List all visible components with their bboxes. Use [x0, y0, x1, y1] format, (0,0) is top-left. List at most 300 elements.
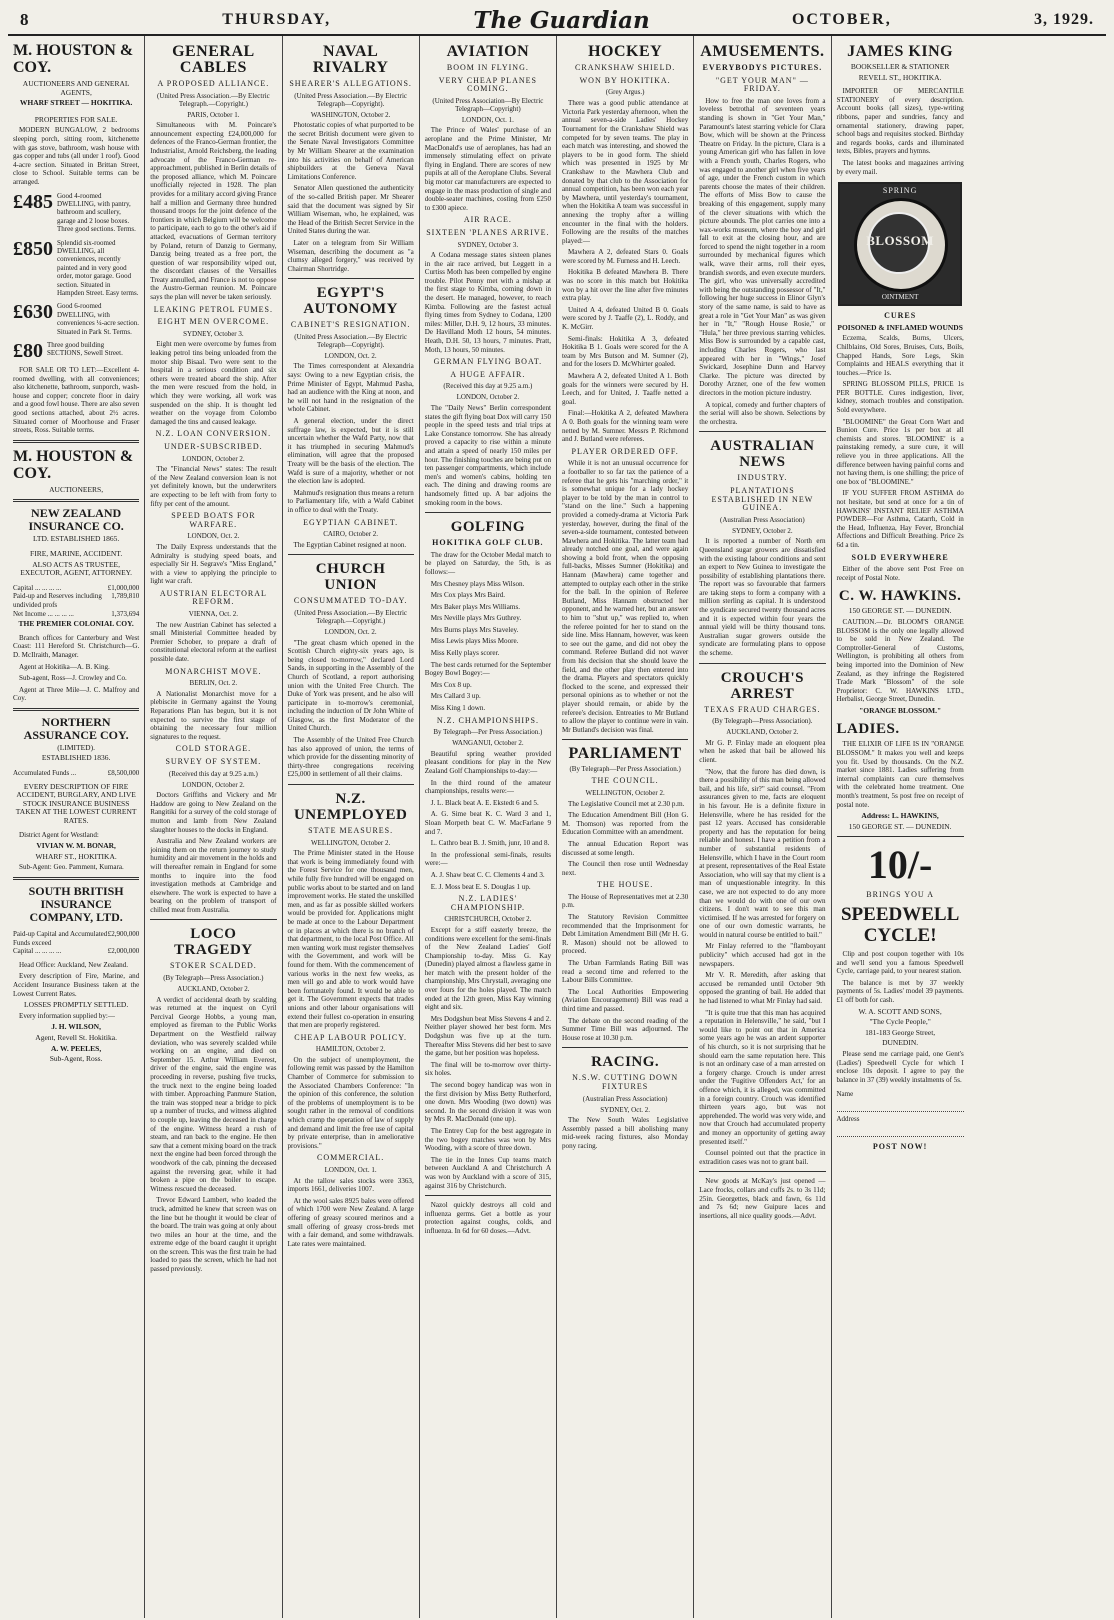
- spring-blossom-seal-icon: [838, 182, 962, 306]
- speed-boats-subhead: SPEED BOATS FOR WARFARE.: [171, 511, 256, 529]
- ladies-champ-subhead: N.Z. LADIES' CHAMPIONSHIP.: [450, 894, 525, 912]
- hockey-text-2: Mawhera A 2, defeated Stars 0. Goals were scored by M. Furness and H. Leech.: [562, 248, 689, 265]
- german-boat-subhead: GERMAN FLYING BOAT.: [433, 357, 543, 367]
- upa-credit-3: (United Press Association.—By Electric Telegraph.—Copyright.): [294, 608, 407, 625]
- wilson-name: J. H. WILSON,: [51, 1022, 101, 1032]
- divider: [13, 499, 139, 502]
- nz-insurance-title: NEW ZEALAND INSURANCE CO.: [28, 506, 124, 534]
- egypt-text-2: A general election, under the direct suffrage law, is expected, but it is still uncertain whether the Wafd Party, now that it has triumphed in securing Mahmud's elimination, will agree that the proposed Treaty will be the basis of the election. The Wafd is sure of a majority, whether or not the election law is adopted.: [287, 417, 414, 486]
- sb-paid-value: £2,900,000: [107, 930, 140, 938]
- council-text-2: The Education Amendment Bill (Hon G. M. Thomson) was reported from the Education Committee with an amendment.: [562, 811, 689, 837]
- ointment-text: Eczema, Scalds, Burns, Ulcers, Chilblains, Old Sores, Bruises, Cuts, Boils, Chapped Hands, Sore Legs, Skin Complaints and HEALS everything that it touches.—Price 1s.: [836, 334, 964, 377]
- naval-rivalry-heading: NAVAL RIVALRY: [312, 43, 389, 76]
- post-now: POST NOW!: [872, 1141, 928, 1151]
- hawkins-name: C. W. HAWKINS.: [838, 588, 962, 605]
- divider: [288, 278, 414, 279]
- cold-storage-subhead: COLD STORAGE.: [175, 744, 252, 754]
- mckay-ad: New goods at McKay's just opened — Lace frocks, collars and cuffs 2s. to 3s 11d; 25in. Georgettes, black and fawn, 6s 11d and 7s 6d; new Guipure laces and insertions, all nice quality goods.—Advt.: [699, 1177, 826, 1220]
- church-text-1: "The great chasm which opened in the Scottish Church eighty-six years ago, is being closed to-morrow," declared Lord Sands, in supporting in the Assembly of the Church of Scotland, a report authorising union with the United Free Church. The Duke of York was present, and he also will participate in to-morrow's ceremonial, including the induction of Dr John White of Glasgow, as the first Moderator of the United Church.: [287, 638, 414, 733]
- accumulated-value: £8,500,000: [107, 769, 140, 778]
- james-king-title: JAMES KING: [847, 43, 954, 60]
- texas-subhead: TEXAS FRAUD CHARGES.: [704, 704, 821, 714]
- page-number: 8: [20, 10, 29, 29]
- caution-text: CAUTION.—Dr. BLOOM'S ORANGE BLOSSOM is the only one legally allowed to be sold in New Zealand. The Comptroller-General of Customs, Wellington, is prohibiting all others from being imported into the Dominion of New Zealand, as they infringe the Registered Trade Mark "Blossom" of the sole Proprietor: C. W. HAWKINS LTD., Herbalist, George Street, Dunedin.: [836, 617, 964, 704]
- nz-insurance-ad: [13, 507, 139, 703]
- council-text-4: The Council then rose until Wednesday next.: [562, 860, 689, 877]
- golf-pair: Mrs Burns plays Mrs Staveley.: [430, 625, 519, 634]
- column-6: [694, 36, 831, 1618]
- nsw-subhead: N.S.W. CUTTING DOWN FIXTURES: [572, 1073, 679, 1091]
- sb-head-office: Head Office: Auckland, New Zealand.: [19, 960, 128, 969]
- amusements-heading: AMUSEMENTS.: [700, 43, 825, 60]
- crouch-text-2: "Now, that the furore has died down, is there a possibility of this man being allowed bail, and his life, sir?" said counsel. "From assurances given to me, facts are eloquent in his favour. He is a definite fixture in Helensville, where he has resided for the past 12 years. Accused has considerable property and has the reputation for being reliable and honest. I have a petition from a number of substantial residents of Helensville, which I have in the Court room at present, representatives of the Real Estate Association, who will say that my client is a man of unquestionable integrity. In this case, we are not expected to do any more than we would do with one of our own citizens. I don't want to see this man victimised. If he was arrested for forgery on one of our own domestic warrants, he would in natural course be entitled to bail.": [699, 767, 826, 939]
- column-5: [557, 36, 694, 1618]
- london-dateline-2: LONDON, Oct. 2.: [324, 627, 377, 636]
- speed-boats-text: The Daily Express understands that the Admiralty is studying speed boats, and especially Sir H. Segrave's "Miss England," with a view to applying the principle to light war craft.: [150, 542, 277, 586]
- telegraph-credit: (By Telegraph—Press Association.): [163, 974, 264, 983]
- golf-result: A. G. Sime beat K. C. Ward 3 and 1, Sloan Morpeth beat C. W. MacFarlane 9 and 7.: [424, 810, 551, 836]
- upa-credit: (United Press Association—By Electric Telegraph—Copyright): [432, 96, 544, 113]
- amusements-text-2: A topical, comedy and further chapters of the serial will also be shown. Selections by the orchestra.: [699, 400, 826, 426]
- scott-line-3: 181-183 George Street,: [865, 1027, 936, 1037]
- properties-heading: PROPERTIES FOR SALE.: [34, 114, 118, 124]
- masthead-day: THURSDAY,: [222, 11, 332, 28]
- telegraph-credit: (By Telegraph—Press Association).: [712, 717, 813, 726]
- cheap-planes-subhead: VERY CHEAP PLANES COMING.: [438, 75, 537, 94]
- divider: [699, 1171, 825, 1172]
- naval-text-3: Later on a telegram from Sir William Wiseman, describing the document as "a clumsy alleged forgery," was received by Chairman Shortridge.: [287, 238, 414, 273]
- elixir-text: THE ELIXIR OF LIFE IS IN "ORANGE BLOSSOM." It makes you well and keeps you fit. Used by thousands. On the N.Z. market since 1881. Ladies suffering from internal complaints can cure themselves with the celebrated home treatment. One month's treatment, 5s post free on receipt of postal note.: [836, 740, 964, 809]
- crouch-text-4: Mr V. R. Meredith, after asking that accused be remanded until October 9th opposed the granting of bail. He added that he had listened to what Mr Finlay had said.: [699, 971, 826, 1006]
- house-text-5: The debate on the second reading of the Summer Time Bill was adjourned. The House rose at 10.30 p.m.: [562, 1016, 689, 1042]
- amusements-text-1: How to free the man one loves from a loveless betrothal of seventeen years standing is shown in "Get Your Man," Paramount's latest starring vehicle for Clara Bow, which will be shown at the Princess Theatre on Friday. In the picture, Clara is a young American girl who has fallen in love with a French youth, Charles Rogers, who was engaged to another girl when five years of age, under the French custom in which parents choose the mates of their children. The efforts of Miss Bow to cause the breaking of this engagement, supply many of the clever situations with which the picture abounds. The plot carries one into a wax-works museum, where the boy and girl fall to exit at the closing hour, and are forced to spend the night together in a room surrounded by mechanical figures which walk, wave their arms, roll their eyes, brandish swords, and even execute murders. The girl, who was universally accredited with being the outstanding possessor of "It," following her huge success in Elinor Glyn's story of the same name, is said to have as great a role in "Get Your Man" as was given her in "It," "Rough House Rosie," or "Hula," her three previous starring vehicles. Miss Bow is surrounded by a capable cast, including Charles Rogers, who last appeared with her in "Wings," Josef Swickard, Josephine Dunn and Harvey Clarke. The picture was directed by Dorothy Arzner, one of the few women directors in the motion picture industry.: [699, 96, 826, 397]
- upa-credit: (United Press Association.—By Electric Telegraph.—Copyright.): [156, 91, 270, 108]
- address-field[interactable]: [837, 1127, 964, 1137]
- industry-subhead: INDUSTRY.: [737, 473, 788, 483]
- hawkins-address-2: 150 GEORGE ST. — DUNEDIN.: [848, 821, 952, 831]
- telegraph-credit: (By Telegraph—Per Press Association.): [569, 765, 681, 774]
- divider: [699, 431, 825, 432]
- northern-assurance-ad: [13, 716, 139, 872]
- nazol-ad: Nazol quickly destroys all cold and influenza germs. Get a bottle as your protection against coughs, colds, and influenza. In 6d for 60 doses.—Advt.: [424, 1201, 551, 1235]
- auckland-dateline: AUCKLAND, October 2.: [177, 985, 250, 994]
- loan-text: The "Financial News" states: The result of the New Zealand conversion loan is not yet definitely known, but the underwriters are expecting to be left with from forty to fifty per cent of the amount.: [150, 465, 277, 508]
- ladies-text-3: The final will be to-morrow over thirty-six holes.: [424, 1060, 551, 1078]
- wellington-dateline: WELLINGTON, October 2.: [585, 788, 665, 797]
- divider: [425, 1195, 551, 1196]
- golfing-heading: GOLFING: [450, 519, 526, 536]
- sydney-dateline: SYDNEY, October 3.: [183, 329, 244, 338]
- orange-blossom-heading: "ORANGE BLOSSOM.": [859, 705, 942, 715]
- sydney-dateline: SYDNEY, October 3.: [457, 240, 519, 249]
- boom-subhead: BOOM IN FLYING.: [446, 63, 529, 72]
- peeles-address: Sub-Agent, Ross.: [49, 1054, 103, 1064]
- ladies-text-1: Except for a stiff easterly breeze, the conditions were excellent for the semi-finals of the New Zealand Ladies' Golf Championship to-day. Miss G. Kay (Dunedin) played almost a flawless game in her match with the present holder of the championship, Mrs Chrystall, averaging one over fours for the holes played. The match ended at the 12th green, Miss Kay winning eight and six.: [424, 925, 552, 1012]
- branch-offices: Branch offices for Canterbury and West Coast: 111 Hereford St. Christchurch—G. D. McIlraith, Manager.: [13, 633, 140, 659]
- scott-name: W. A. SCOTT AND SONS,: [858, 1006, 942, 1016]
- houston2-title: M. HOUSTON & COY.: [13, 447, 134, 482]
- argus-credit: (Grey Argus.): [605, 88, 645, 97]
- egypt-heading: EGYPT'S AUTONOMY: [303, 285, 398, 318]
- address-label: Address: [836, 1114, 860, 1123]
- golf-score: Miss King 1 down.: [430, 704, 486, 713]
- columns: [8, 36, 1106, 1618]
- golf-pair: Mrs Cox plays Mrs Baird.: [430, 591, 506, 600]
- golf-club-subhead: HOKITIKA GOLF CLUB.: [432, 538, 544, 548]
- bungalow-ad: MODERN BUNGALOW, 2 bedrooms sleeping porch, sitting room, kitchenette with gas stove, bathroom, wash house with gas copper and tubs (all under 1 roof). Good 4-acre section. Situated in Brittan Street, close to School. Suitable terms can be arranged.: [13, 126, 140, 186]
- hockey-text-7: Final:—Hokitika A 2, defeated Mawhera A 0. Both goals for the winning team were netted by M. Sumner. Messrs P. Richmond and J. Butland were referees.: [562, 409, 689, 444]
- washington-dateline: WASHINGTON, October 2.: [310, 110, 391, 119]
- divider: [13, 440, 139, 443]
- accumulated-label: Accumulated Funds ...: [13, 769, 77, 778]
- newspaper-title: The Guardian: [473, 6, 650, 34]
- coupon-text: Please send me carriage paid, one Gent's (Ladies') Speedwell Cycle for which I enclose 10s deposit. I agree to pay the balance in 37 (39) weekly instalments of 5s.: [836, 1049, 964, 1084]
- ordered-off-text: While it is not an unusual occurrence for a footballer to so far tax the patience of a referee that he gets his "marching order," it is somewhat unique for a lady hockey player to be told by the man in control to "stand on the line." Such a happening provided a comedy-drama at Victoria Park yesterday, however, during the final of the seven-a-side tournament, contested between Mawhera and Hokitika. The latter team had already notched one goal, and were again showing a bold front, when the opposing full-backs, Misses Sumner (Hokitika) and Hannam (Mawhera) came together and attempted to outplay each other in the strike for the ball. In the opinion of Referee Butland, Miss Hannam obstructed her opponent, and he warned her, but an answer to him to "shut up," was replied to, when the referee pointed for her to stand on the side line. Miss Hannam, however, was keen to see out the game, and did not obey the command. Referee Butland did not waver from his decision that she should leave the field, and the other play then entered into the drama. Players and spectators quickly flocked to the scene, and expressed their personal opinions as to whether or not the player should remain, or abide by the referee's decision. Entreaties to Mr Butland to allow the player to continue were in vain. Mr Butland's decision was final.: [562, 459, 689, 734]
- sixteen-planes-subhead: SIXTEEN 'PLANES ARRIVE.: [426, 227, 550, 237]
- golf-cards-intro: The best cards returned for the September Bogey Bowl Bogey:—: [424, 660, 551, 678]
- hockey-text-1: There was a good public attendance at Victoria Park yesterday afternoon, when the annual seven-a-side Ladies' Hockey Tournament for the Crankshaw Shield was competed for by seven teams. The play in each match was interesting, and showed the players to be in good form. The shield which was presented in 1925 by Mr Crankshaw to the Mawhera Club and donated by that club to the Association for annual competition, has been won each year by Mawhera, until yesterday's tournament, when the Hokitika A team was successful in annexing the trophy after a willing encounter in the final with the holders. Following are the results of the matches played:—: [562, 99, 689, 245]
- james-king-sub: BOOKSELLER & STATIONER: [850, 62, 950, 71]
- houston-title: M. HOUSTON & COY.: [13, 42, 134, 76]
- sb-paid-label: Paid-up Capital and Accumulated Funds exceed: [13, 930, 108, 947]
- upa-credit: (United Press Association.—By Electric Telegraph—Copyright).: [294, 91, 407, 108]
- naval-text-1: Photostatic copies of what purported to be the secret British document were given to the Senate Naval Investigators Committee by Mr William Shearer at the examination into his activities on behalf of American shipbuilders at the Geneva Naval Limitations Conference.: [287, 121, 414, 181]
- column-4: [420, 36, 557, 1618]
- accumulated-row: [13, 769, 139, 778]
- egypt-text-1: The Times correspondent at Alexandria says: Owing to a new Egyptian crisis, the Prime Minister of Egypt, Mahmud Pasha, had an audience with the King at noon, and he will not hand in the resignation of the whole Cabinet.: [287, 362, 414, 414]
- monarchist-subhead: MONARCHIST MOVE.: [165, 666, 262, 676]
- cairo-dateline: CAIRO, October 2.: [323, 530, 379, 539]
- price-80: [13, 341, 139, 361]
- column-2: [145, 36, 282, 1618]
- divider: [13, 708, 139, 711]
- hockey-heading: HOCKEY: [588, 43, 663, 60]
- loco-text-2: Trevor Edward Lambert, who loaded the truck, admitted he knew that screen was on the line but he thought it would be clear of the board. The train was going at only about two miles an hour at the time, and the extreme edge of the board caught it upright on the screen. This was the first train he had loaded to pass the screen, which he had not passed previously.: [150, 1196, 277, 1274]
- everybodys-subhead: EVERYBODYS PICTURES.: [702, 63, 823, 72]
- ladies-heading: LADIES.: [836, 721, 900, 738]
- parliament-heading: PARLIAMENT: [568, 745, 682, 763]
- golf-weather-text: Beautiful spring weather provided pleasant conditions for play in the New Zealand Golf Championships to-day:—: [424, 749, 551, 775]
- golf-result: L. Cathro beat B. J. Smith, junr, 10 and 8.: [430, 839, 550, 848]
- hockey-text-4: United A 4, defeated United B 0. Goals were scored by J. Taaffe (2), L. Roddy, and K. McGirr.: [562, 305, 689, 332]
- northern-title: NORTHERN ASSURANCE COY.: [23, 714, 129, 742]
- wellington-dateline: WELLINGTON, October 2.: [311, 838, 391, 847]
- price-850-text: Splendid six-roomed DWELLING, all conveniences, recently painted and in very good order, motor garage. Good section. Situated in Hampden Street. Easy terms.: [57, 238, 139, 297]
- apa-credit: (Australian Press Association): [582, 1094, 668, 1103]
- austrian-text: The new Austrian Cabinet has selected a small Ministerial Committee headed by Premier Schober, to prepare a draft of constitutional electoral reform at the earliest possible date.: [150, 620, 277, 664]
- seal-bottom-text: OINTMENT: [881, 292, 919, 301]
- sb-capital-row: [13, 947, 139, 956]
- loco-text: A verdict of accidental death by scalding was returned at the inquest on Cyril Percival George Hobbs, a young man, employed as fireman to the Public Works Department on the Westfield railway deviation, who was severely scalded while working on an engine, and died on September 15. Arthur William Everest, driver of the engine, said the engine was proceeding in reverse, pushing five trucks, the truck next to the engine being loaded with timber. Approaching Panmure Station, the train was stopped near a bridge to pick up a number of trucks, and witness alighted to couple up, leaving the deceased in charge of the engine. Witness heard a rush of steam, and ran back to the engine. He then saw that a cement mixing board on the track next the engine had been forced through the woodwork of the cab, pinning the deceased against the reversing gear, while it had broken a pipe on the boiler to escape. Witness rescued the deceased.: [150, 995, 277, 1193]
- cheap-labour-text: On the subject of unemployment, the following remit was passed by the Hamilton Chamber of Commerce for submission to the Associated Chambers Conference: "In the opinion of this conference, the solution of the problems of unemployment is to be sought rather in the removal of conditions which cramp the operation of law of supply and demand and limit the free use of capital by private enterprise, than in ameliorative provisions.": [287, 1055, 414, 1150]
- name-field[interactable]: [837, 1102, 964, 1112]
- houston-sub: AUCTIONEERS AND GENERAL AGENTS,: [22, 79, 130, 97]
- sydney-dateline: SYDNEY, October 2.: [732, 526, 793, 535]
- column-1: [8, 36, 145, 1618]
- divider: [425, 512, 551, 513]
- london-dateline-2: LONDON, October 2.: [456, 393, 520, 402]
- fumes-text: Eight men were overcome by fumes from leaking petrol tins being unloaded from the motor ship Bisaal. Two were sent to the hospital in a serious condition and six others were treated aboard the ship. After the men were rescued from the hold, in which they were working, all work was suspended on the ship. It is thought led weather on the voyage from Colombo damaged the tins and caused leakage.: [150, 340, 277, 426]
- wanganui-dateline: WANGANUI, October 2.: [452, 739, 524, 748]
- alliance-subhead: A PROPOSED ALLIANCE.: [157, 79, 270, 88]
- scott-line-4: DUNEDIN.: [882, 1038, 919, 1048]
- bloomine-text: "BLOOMINE" the Great Corn Wart and Bunion Cure. Price 1s per box at all chemists and stores. 'BLOOMINE' is a painstaking remedy, a sure cure, it will relieve you in three applications. All the difference between having painful corns and not having them, is one shilling; the price of one box of "BLOOMINE.": [836, 417, 964, 486]
- commercial-subhead: COMMERCIAL.: [317, 1153, 385, 1163]
- crankshaw-subhead: CRANKSHAW SHIELD.: [575, 63, 676, 72]
- house-text-3: The Urban Farmlands Rating Bill was read a second time and referred to the Labour Bills Committee.: [562, 959, 689, 985]
- huge-affair-subhead: A HUGE AFFAIR.: [450, 369, 526, 379]
- price-80-amount: £80: [13, 340, 43, 363]
- loco-tragedy-heading: LOCO TRAGEDY: [174, 926, 253, 959]
- golf-result: A. J. Shaw beat C. C. Clements 4 and 3.: [430, 870, 545, 879]
- price-485-amount: £485: [13, 190, 53, 213]
- state-measures-subhead: STATE MEASURES.: [308, 826, 394, 836]
- consummated-subhead: CONSUMMATED TO-DAY.: [293, 596, 408, 606]
- air-race-subhead: AIR RACE.: [463, 215, 512, 225]
- nz-championships-subhead: N.Z. CHAMPIONSHIPS.: [436, 715, 539, 725]
- northern-est: ESTABLISHED 1836.: [41, 753, 111, 763]
- price-850: [13, 239, 139, 298]
- wilson-address: Agent, Revell St. Hokitika.: [35, 1032, 117, 1042]
- sb-capital-value: £2,000,000: [107, 947, 140, 956]
- balance-text: The balance is met by 37 weekly payments of 5s. Ladies' model 39 payments. £1 off both for cash.: [836, 978, 964, 1004]
- eight-men-subhead: EIGHT MEN OVERCOME.: [157, 317, 270, 327]
- paidup-label: Paid-up and Reserves including undivided profs: [13, 592, 102, 609]
- capital-value: £1,000,000: [107, 583, 140, 592]
- crouch-heading: CROUCH'S ARREST: [720, 669, 804, 702]
- golf-pair: Miss Lewis plays Miss Moore.: [430, 637, 519, 646]
- golf-pair: Miss Kelly plays scorer.: [430, 649, 500, 658]
- cures-heading: CURES: [884, 311, 917, 321]
- plantations-subhead: PLANTATIONS ESTABLISHED IN NEW GUINEA.: [711, 485, 814, 513]
- aviation-text: The Prince of Wales' purchase of an aeroplane and the Prime Minister, Mr MacDonald's use of aeroplanes, has had an immensely stimulating effect on private flying in England. There are scores of new pupils at all of the Aeroplane Clubs. Several big motor car manufacturers are expected to engage in the mass production of single and double-seater machines, costing from £250 to £300 apiece.: [424, 126, 551, 212]
- won-subhead: WON BY HOKITIKA.: [579, 75, 671, 85]
- column-3: [283, 36, 420, 1618]
- crouch-text-6: Counsel pointed out that the practice in extradition cases was not to grant bail.: [699, 1149, 826, 1166]
- crouch-text-3: Mr Finlay referred to the "flamboyant publicity" which accused had got in the newspapers.: [699, 942, 826, 968]
- district-agent: District Agent for Westland:: [19, 830, 99, 839]
- capital-row: [13, 584, 139, 593]
- monarchist-text: A Nationalist Monarchist move for a plebiscite in Germany against the Young Reparations Plan has begun, but it is not expected to survive the first stage of obtaining the necessary four million signatures to the request.: [150, 689, 277, 741]
- house-text-2: The Statutory Revision Committee recommended that the Imprisonment for Debt Limitation Amendment Bill (Mr H. G. R. Mason) should not be allowed to proceed.: [562, 913, 689, 956]
- houston2-sub: AUCTIONEERS,: [49, 484, 104, 494]
- telegraph-credit: By Telegraph—Per Press Association.): [433, 728, 543, 737]
- premier-colonial: THE PREMIER COLONIAL COY.: [18, 619, 134, 629]
- cold-storage-text: Doctors Griffiths and Vickery and Mr Haddow are going to New Zealand on the Rangitiki for a survey of the cold storage of mutton and lamb from New Zealand slaughter houses to the docks in England.: [150, 791, 277, 834]
- unemployed-heading: N.Z. UNEMPLOYED: [293, 791, 408, 824]
- egypt-text-4: The Egyptian Cabinet resigned at noon.: [293, 540, 407, 549]
- loan-subhead: N.Z. LOAN CONVERSION.: [155, 429, 272, 439]
- sb-info: Every information supplied by:—: [19, 1011, 115, 1020]
- divider: [288, 784, 414, 785]
- london-dateline-2: LONDON, Oct. 2.: [187, 532, 240, 541]
- south-british-title: SOUTH BRITISH INSURANCE COMPANY, LTD.: [28, 884, 124, 924]
- ten-shillings: 10/-: [867, 842, 933, 888]
- masthead-date: 3, 1929.: [1033, 11, 1094, 28]
- price-485: [13, 192, 139, 234]
- hockey-text-5: Semi-finals: Hokitika A 3, defeated Hokitika B 1. Goals were scored for the A team by Mrs Butson and M. Sumner (2), and for the losers D. McWhirter goaled.: [562, 334, 689, 369]
- golf-result: E. J. Moss beat E. S. Douglas 1 up.: [430, 882, 531, 891]
- auckland-dateline: AUCKLAND, October 2.: [726, 728, 799, 737]
- ladies-text-5: The Entrey Cup for the best aggregate in the two bogey matches was won by Mrs Wooding, with a score of three down.: [424, 1126, 551, 1153]
- james-king-address: REVELL ST., HOKITIKA.: [858, 72, 942, 82]
- church-union-heading: CHURCH UNION: [315, 561, 386, 594]
- council-text-3: The annual Education Report was discussed at some length.: [562, 839, 689, 857]
- racing-text: The New South Wales Legislative Assembly passed a bill abolishing many mid-week racing fixtures, also Monday pony racing.: [562, 1116, 689, 1150]
- golf-pairs: [425, 580, 551, 658]
- church-text-2: The Assembly of the United Free Church has also approved of union, the terms of which provide for the dissenting minority of thirty-three congregations receiving £25,000 in settlement of all their claims.: [287, 736, 414, 779]
- net-income-label: Net Income ... ... ... ...: [13, 609, 74, 618]
- golf-result: J. L. Black beat A. E. Ekstedt 6 and 5.: [430, 798, 539, 807]
- australian-news-heading: AUSTRALIAN NEWS: [710, 438, 815, 471]
- coupon-form: [837, 1090, 964, 1136]
- shearer-subhead: SHEARER'S ALLEGATIONS.: [289, 79, 412, 88]
- sb-capital-label: Capital ... ... ... ...: [13, 947, 62, 956]
- aviation-heading: AVIATION: [446, 43, 530, 60]
- upa-credit-2: (United Press Association.—By Electric Telegraph—Copyright).: [294, 332, 407, 349]
- golf-score: Mrs Callard 3 up.: [430, 692, 481, 701]
- london-dateline: LONDON, October 2.: [182, 454, 245, 463]
- vienna-dateline: VIENNA, Oct. 2.: [188, 610, 238, 619]
- seal-top-text: SPRING: [882, 186, 918, 196]
- capital-label: Capital ... ... ... ...: [13, 583, 62, 592]
- hawkins-address-label: Address: L. HAWKINS,: [861, 811, 939, 821]
- survey-subhead: SURVEY OF SYSTEM.: [165, 756, 262, 766]
- net-income-value: 1,373,694: [111, 609, 140, 618]
- forsale-ad: FOR SALE OR TO LET:—Excellent 4-roomed dwelling, with all conveniences; also kitchenette, bathroom, sunporch, wash-house and copper; concrete floor in dairy and a good fowl house. There are also seven good sections attached, about 2½ acres. Situated corner of Moorhouse and Fraser streets, Ross. Suitable terms.: [13, 366, 140, 435]
- golf-pair: Mrs Baker plays Mrs Williams.: [430, 602, 520, 611]
- seal-main-text: BLOSSOM: [866, 233, 935, 249]
- golf-score: Mrs Cox 8 up.: [430, 680, 472, 689]
- sb-losses: LOSSES PROMPTLY SETTLED.: [24, 1000, 129, 1010]
- leaking-subhead: LEAKING PETROL FUMES.: [153, 304, 273, 314]
- apa-credit: (Australian Press Association): [719, 515, 805, 524]
- council-text-1: The Legislative Council met at 2.30 p.m.: [568, 799, 685, 808]
- subagent-ross: Sub-agent, Ross—J. Crowley and Co.: [19, 674, 127, 683]
- houston-address: WHARF STREET — HOKITIKA.: [19, 98, 133, 108]
- wool-text: At the wool sales 8925 bales were offered of which 1700 were New Zealand. A large offering of greasy scoured merinos and a small offering of greasy cross-breds met with a fair demand, and some withdrawals. Late rates were maintained.: [287, 1196, 414, 1248]
- hockey-text-6: Mawhera A 2, defeated United A 1. Both goals for the winners were secured by H. Leech, and for United, J. Taaffe netted a goal.: [562, 372, 689, 406]
- golf-pair: Mrs Neville plays Mrs Guthrey.: [430, 614, 522, 623]
- sold-everywhere: SOLD EVERYWHERE: [851, 552, 949, 562]
- sugar-text: It is reported a number of North ern Queensland sugar growers are dissatisfied with the existing labour conditions and sent an expert to New Guinea to investigate the possibility of establishing plantations there. The report was so favourable that farmers are taking steps to form a company with a million sterling as capital. It is understood the syndicate secured twenty thousand acres and it is expected within four years the annual yield will be thirty thousand tons. Australian sugar growers outside the syndicate are formulating plans to oppose the scheme.: [699, 537, 826, 658]
- column-7: [832, 36, 969, 1618]
- flying-boat-text: The "Daily News" Berlin correspondent states the gift flying boat Dox will carry 150 people in the speed tests and trial trips at Lake Constance tomorrow. She has already proved a capacity to rise within a minute and attain a speed of nearly 150 miles per hour. The finishing touches are being put on ten passenger compartments, which include men's and women's cabins, holding ten each. The dining and drawing rooms are handsomely fitted up. A bar adjoins the smoking room in the bows.: [424, 404, 551, 507]
- hawkins-address: 150 GEORGE ST. — DUNEDIN.: [848, 606, 952, 616]
- nz-insurance-est: LTD. ESTABLISHED 1865.: [33, 534, 120, 544]
- post-free-text: Either of the above sent Post Free on receipt of Postal Note.: [836, 565, 964, 582]
- northern-every: EVERY DESCRIPTION OF FIRE ACCIDENT, BURGLARY, AND LIVE STOCK INSURANCE BUSINESS TAKEN AT THE LOWEST CURRENT RATES.: [15, 781, 137, 826]
- naval-text-2: Senator Allen questioned the authenticity of the so-called British paper. Mr Shearer said that the document was signed by Sir William Wiseman, who, he explained, was the Head of the British Secret Service in the United States during the war.: [287, 184, 414, 236]
- ladies-text-2: Mrs Dodgshun beat Miss Stevens 4 and 2. Neither player showed her best form. Mrs Dodgshun was five up at the turn. Thereafter Miss Stevens did her best to save the game, but her position was hopeless.: [424, 1014, 551, 1058]
- nz-insurance-fire: FIRE, MARINE, ACCIDENT.: [30, 548, 123, 558]
- price-850-amount: £850: [13, 237, 53, 260]
- christchurch-dateline: CHRISTCHURCH, October 2.: [444, 915, 532, 924]
- northern-limited: (LIMITED).: [57, 742, 95, 752]
- tallow-text: At the tallow sales stocks were 3363, imports 1661, deliveries 1007.: [287, 1176, 414, 1194]
- vivian-name: VIVIAN W. M. BONAR,: [36, 841, 116, 851]
- berlin-dateline: BERLIN, Oct. 2.: [189, 679, 238, 688]
- golf-third-round: In the third round of the amateur championships, results were:—: [424, 778, 551, 796]
- cabinet-subhead: CABINET'S RESIGNATION.: [290, 320, 411, 330]
- divider: [562, 739, 688, 740]
- egypt-text-3: Mahmud's resignation thus means a return to Parliamentary life, with a Wafd Cabinet in office to deal with the Treaty.: [287, 488, 414, 514]
- price-630-text: Good 6-roomed DWELLING, with conveniences ¼-acre section. Situated in Park St. Terms.: [57, 302, 140, 336]
- divider: [837, 836, 964, 837]
- hockey-text-3: Hokitika B defeated Mawhera B. There was no score in this match but Hokitika won by a hit over the line after five minutes extra play.: [562, 268, 689, 303]
- scott-line-2: "The Cycle People,": [869, 1017, 931, 1027]
- price-485-text: Good 4-roomed DWELLING, with pantry, bathroom and scullery, garage and 2 loose boxes. Three good sections. Terms.: [57, 191, 136, 234]
- pills-text: SPRING BLOSSOM PILLS, PRICE 1s PER BOTTLE. Cures indigestion, liver, kidney, stomach troubles and constipation. Sold everywhere.: [836, 380, 964, 415]
- divider: [699, 663, 825, 664]
- ladies-text-6: The tie in the Innes Cup teams match between Auckland A and Christchurch A was won by Auckland with a score of 315, against 316 by Christchurch.: [424, 1155, 551, 1190]
- masthead-month: OCTOBER,: [791, 11, 892, 28]
- received-note: (Received this day at 9.25 a.m.): [443, 382, 533, 391]
- paidup-row: [13, 592, 139, 609]
- cheap-labour-subhead: CHEAP LABOUR POLICY.: [294, 1032, 407, 1042]
- ordered-off-subhead: PLAYER ORDERED OFF.: [571, 446, 679, 456]
- masthead: [8, 6, 1106, 36]
- council-subhead: THE COUNCIL.: [591, 776, 659, 786]
- price-80-text: Three good building SECTIONS, Sewell Street.: [47, 341, 123, 358]
- ladies-text-4: The second bogey handicap was won in the first division by Miss Betty Rutherford, one down. Mrs Wooding (two down) was second. In the second division it was won by Mrs R. MacDonald (one up).: [424, 1081, 551, 1124]
- books-text: The latest books and magazines arriving by every mail.: [836, 158, 964, 176]
- crouch-text-1: Mr G. P. Finlay made an eloquent plea when he asked that bail be allowed his client.: [699, 738, 826, 764]
- asthma-text: IF YOU SUFFER FROM ASTHMA do not hesitate, but send at once for a tin of HAWKINS' INSTANT RELIEF ASTHMA POWDER—For Asthma, Catarrh, Cold in the Head, Influenza, Hay Fever, Bronchial Affections and Difficult Breathing. Price 2s 6d a tin.: [836, 489, 964, 549]
- austrian-subhead: AUSTRIAN ELECTORAL REFORM.: [159, 588, 267, 607]
- divider: [288, 554, 414, 555]
- sb-every: Every description of Fire, Marine, and Accident Insurance Business taken at the Lowest Current Rates.: [13, 972, 140, 998]
- divider: [562, 1047, 688, 1048]
- house-text-4: The Local Authorities Empowering (Aviation Encouragement) Bill was read a third time and passed.: [562, 987, 689, 1013]
- divider: [150, 919, 276, 920]
- golf-draw-intro: The draw for the October Medal match to be played on Saturday, the 5th, is as follows:—: [424, 550, 551, 576]
- under-subscribed-subhead: UNDER-SUBSCRIBED.: [164, 441, 263, 451]
- golf-professional: In the professional semi-finals, results were:—: [424, 850, 551, 868]
- alliance-text: Simultaneous with M. Poincare's announcement expecting £24,000,000 for defences of the Franco-German frontier, the Industrialist, Arnold Reichsberg, the leading advocate of the Franco-German re-approachment, published in Berlin details of the proposed alliance, which M. Poincare unofficially rejected in 1928. The plan provides for a military accord giving France half a million and Germany three hundred thousand troops for the joint defence of the frontiers in which Belgium will be welcome to participate, each to go to the other's aid if attacked, evacuations of German territory by Poland, return of Danzig to Germany, Danzig being treated as a free port, the question of war responsibility wiped out, the discordant clauses of the Versailles Treaty annulled, and France is not to oppose the Austro-German reunion. M. Poincare says the plan will never be taken seriously.: [150, 121, 277, 302]
- crouch-text-5: "It is quite true that this man has acquired a reputation in Helensville," he said, "but I would like to point out that in America some years ago he was an ardent supporter of his church, so it is not surprising that he should earn the same reputation here. This is not an ordinary case of a man arrested on a forgery charge. Crouch is under arrest under the 'Fugitive Offenders Act,' for an offence which, it is alleged, was committed in a foreign country. Crouch was identified thirteen years ago, but was not apprehended. The world was very wide, and now that Crouch had accumulated property and money an opportunity of getting away presented itself.": [699, 1008, 826, 1146]
- divider: [13, 877, 139, 880]
- stoker-subhead: STOKER SCALDED.: [169, 961, 257, 971]
- net-income-row: [13, 610, 139, 619]
- sydney-dateline: SYDNEY, Oct. 2.: [600, 1105, 651, 1114]
- stationery-text: IMPORTER OF MERCANTILE STATIONERY of every description. Account books (all sizes), type-writing ribbons, paper and sundries, fancy and ornamental stationery, drawing paper, school bags and requisites stocked. Birthday and regards books, cards and illuminated texts, Bibles, prayers and hymns.: [836, 87, 964, 156]
- agent-three-mile: Agent at Three Mile—J. C. Malfroy and Coy.: [13, 685, 140, 703]
- south-british-ad: [13, 885, 139, 1064]
- golf-pair: Mrs Chesney plays Miss Wilson.: [430, 579, 525, 588]
- london-dateline-3: LONDON, October 2.: [182, 780, 245, 789]
- price-630: [13, 302, 139, 336]
- sb-paid-row: [13, 930, 139, 947]
- house-text-1: The House of Representatives met at 2.30 p.m.: [562, 892, 689, 910]
- london-dateline: LONDON, Oct. 1.: [461, 115, 514, 124]
- london-dateline-3: LONDON, Oct. 1.: [324, 1166, 377, 1174]
- unemployed-text: The Prime Minister stated in the House that work is being immediately found with the Forest Service for one thousand men, while fully five hundred will be engaged on public works about to be started and on land improvement works. He stated the unskilled men, and as far as possible skilled workers would be provided for. Applications might be made at once to the Labour Department or in places at which there is no branch of that department, to the local Post Office. All men wanting work must register themselves with the Government, and work will be found for them. With the commencement of various works in the next few weeks, as men will go and able to work would have been fortunately found. It would be able to get it. The Government expects that trades unions and other labour organisations will extend their fullest co-operation in ensuring that men are properly registered.: [287, 849, 414, 1030]
- hamilton-dateline: HAMILTON, October 2.: [315, 1045, 386, 1054]
- name-label: Name: [836, 1090, 854, 1099]
- nz-insurance-acts: ALSO ACTS AS TRUSTEE, EXECUTOR, AGENT, ATTORNEY.: [20, 559, 132, 578]
- get-your-man-subhead: "GET YOUR MAN" — FRIDAY.: [715, 75, 809, 94]
- price-630-amount: £630: [13, 301, 53, 324]
- speedwell-heading: SPEEDWELL CYCLE!: [840, 904, 960, 946]
- paidup-value: 1,789,810: [111, 592, 140, 601]
- agent-hokitika: Agent at Hokitika—A. B. King.: [19, 662, 110, 671]
- subagent-kumara: Sub-Agent: Geo. Pamment, Kumara.: [19, 863, 124, 872]
- london-dateline: LONDON, Oct. 2.: [324, 351, 377, 360]
- racing-heading: RACING.: [591, 1054, 660, 1071]
- brings-you: BRINGS YOU A: [866, 890, 934, 900]
- air-race-text: A Codana message states sixteen planes in the air race arrived, but Leggett in a Curtiss Moth has been compelled by engine trouble. Pilot Penny met with a mishap at the first stage to Kimba, coming down in the desert. He managed, however, to reach Kimba. Following are the fastest actual flying times from Sydney to Codana, 1200 miles: Miller, D.H. 9, 12 hours, 33 minutes. De Havilland Moth 12 hours, 54 minutes. Heath, D.H. 50, 13 hours, 7 minutes. Pratt, Moth, 13 hours, 50 minutes.: [424, 251, 551, 354]
